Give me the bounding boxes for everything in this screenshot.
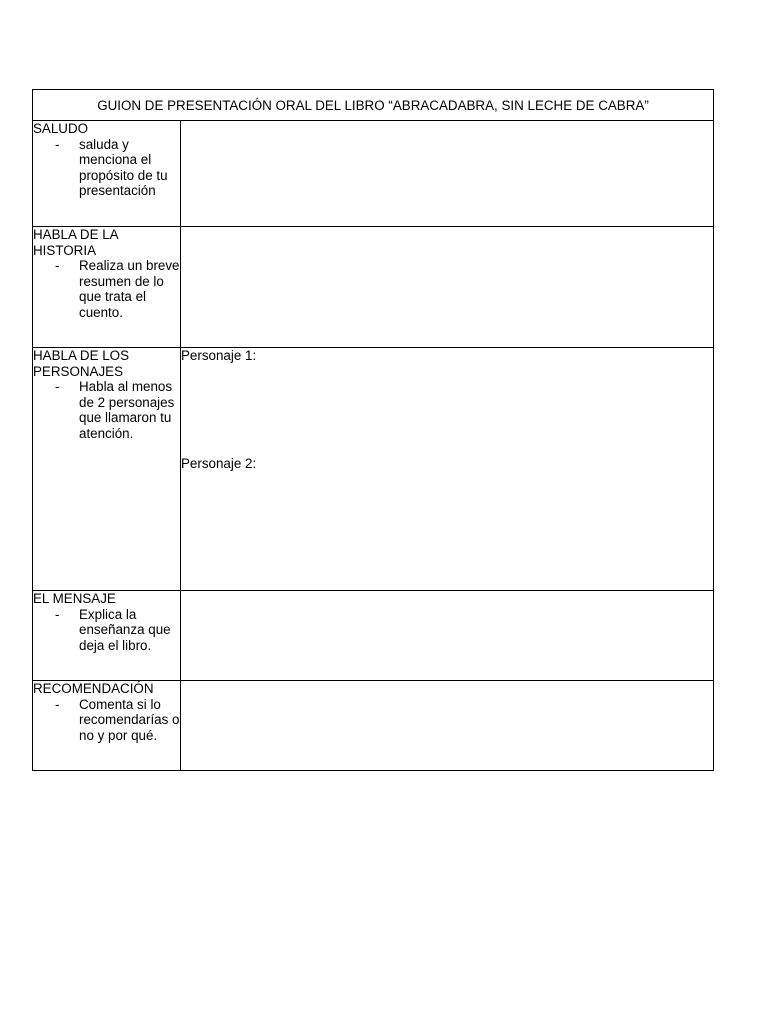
instruction-bullet <box>33 607 180 654</box>
instruction-text: Explica la enseñanza que deja el libro. <box>79 606 171 653</box>
bullet-dash: - <box>55 606 60 622</box>
instruction-bullet <box>33 379 180 441</box>
personaje-1-label: Personaje 1: <box>181 348 257 363</box>
label-cell-historia <box>33 227 181 348</box>
bullet-dash: - <box>55 136 60 152</box>
label-cell-mensaje <box>33 591 181 681</box>
instruction-bullet <box>33 697 180 744</box>
section-heading: HABLA DE LA HISTORIA <box>33 227 118 258</box>
table-title: GUION DE PRESENTACIÓN ORAL DEL LIBRO “ABRACADABRA, SIN LECHE DE CABRA” <box>33 90 714 121</box>
label-cell-saludo <box>33 121 181 227</box>
bullet-dash: - <box>55 696 60 712</box>
section-heading: HABLA DE LOS PERSONAJES <box>33 348 130 379</box>
label-cell-recomendacion <box>33 681 181 771</box>
answer-cell-mensaje[interactable] <box>181 591 714 681</box>
presentation-script-table <box>32 89 714 771</box>
personaje-2-label: Personaje 2: <box>181 455 257 471</box>
bullet-dash: - <box>55 379 60 394</box>
instruction-text: Comenta si lo recomendarías o no y por qué. <box>79 696 180 743</box>
answer-cell-saludo[interactable] <box>181 121 714 227</box>
instruction-text: Habla al menos de 2 personajes que llamaron tu atención. <box>79 379 175 441</box>
instruction-bullet <box>33 258 180 320</box>
answer-cell-personajes[interactable] <box>181 348 714 591</box>
answer-cell-historia[interactable] <box>181 227 714 348</box>
section-heading: EL MENSAJE <box>33 591 116 606</box>
answer-cell-recomendacion[interactable] <box>181 681 714 771</box>
table-row <box>33 227 714 348</box>
section-heading: SALUDO <box>33 121 89 136</box>
table-row <box>33 348 714 591</box>
presentation-script-sheet <box>32 89 714 771</box>
table-title-row <box>33 90 714 121</box>
table-row <box>33 591 714 681</box>
bullet-dash: - <box>55 258 60 273</box>
table-row <box>33 121 714 227</box>
instruction-text: Realiza un breve resumen de lo que trata el cuento. <box>79 258 180 320</box>
table-row <box>33 681 714 771</box>
label-cell-personajes <box>33 348 181 591</box>
instruction-text: saluda y menciona el propósito de tu presentación <box>79 136 168 198</box>
instruction-bullet <box>33 137 180 199</box>
section-heading: RECOMENDACIÓN <box>33 681 154 696</box>
